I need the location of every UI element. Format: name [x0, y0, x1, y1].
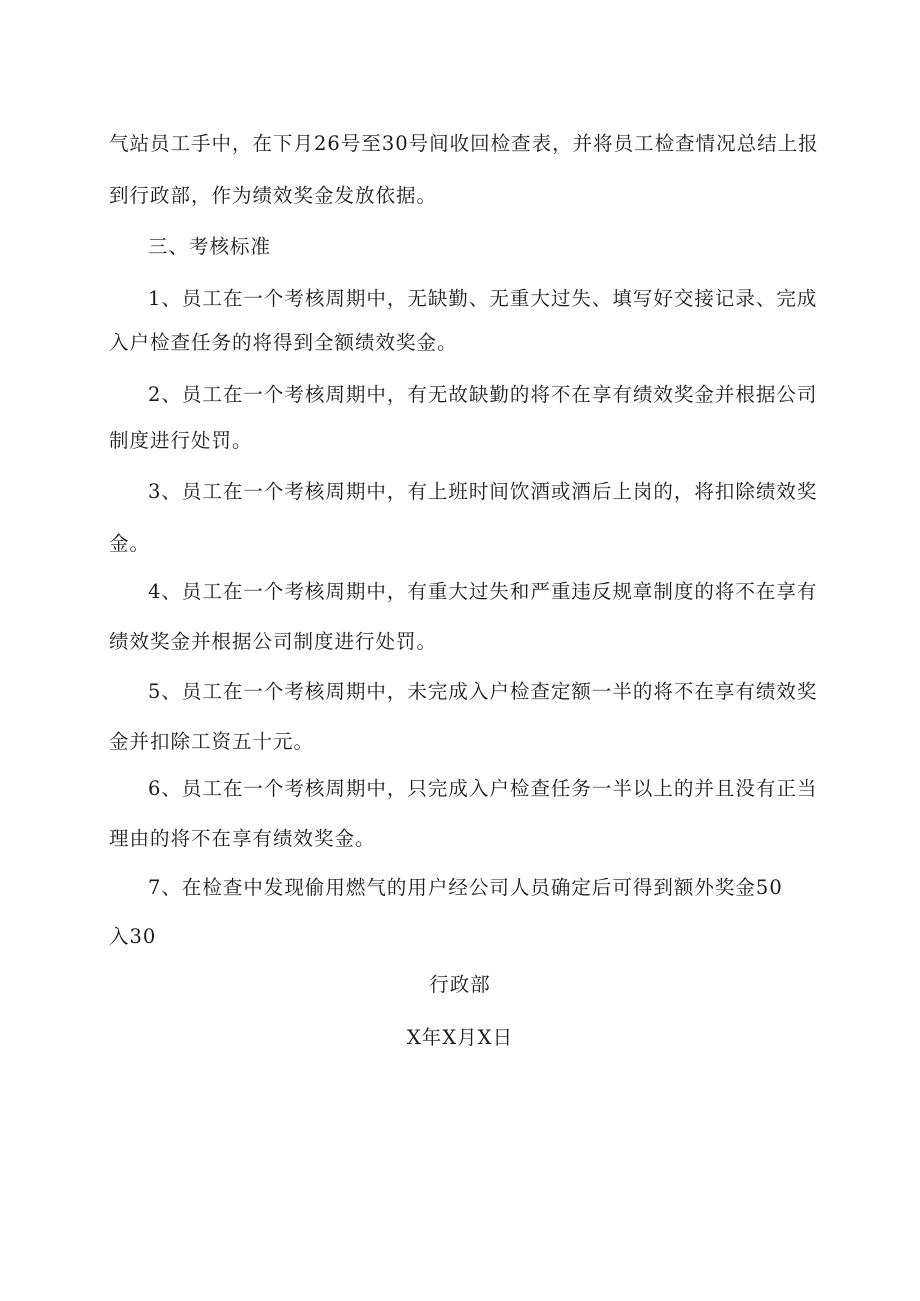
list-item-1-line2: 入户检查任务的将得到全额绩效奖金。	[109, 331, 458, 354]
list-item-5-line2: 金并扣除工资五十元。	[109, 730, 315, 753]
list-item-2-line2: 制度进行处罚。	[109, 429, 253, 452]
list-item-4-line1: 4、员工在一个考核周期中，有重大过失和严重违反规章制度的将不在享有	[148, 580, 818, 603]
list-item-5-line1: 5、员工在一个考核周期中，未完成入户检查定额一半的将不在享有绩效奖	[148, 680, 818, 703]
list-item-6-line1: 6、员工在一个考核周期中，只完成入户检查任务一半以上的并且没有正当	[148, 777, 818, 800]
list-item-7-line2: 入30	[109, 925, 157, 948]
paragraph-line: 气站员工手中，在下月26号至30号间收回检查表，并将员工检查情况总结上报	[109, 132, 819, 155]
list-item-7-line1: 7、在检查中发现偷用燃气的用户经公司人员确定后可得到额外奖金50	[148, 876, 783, 899]
signature-department: 行政部	[429, 973, 491, 996]
list-item-4-line2: 绩效奖金并根据公司制度进行处罚。	[109, 630, 438, 653]
signature-date: X年X月X日	[406, 1026, 514, 1049]
list-item-2-line1: 2、员工在一个考核周期中，有无故缺勤的将不在享有绩效奖金并根据公司	[148, 383, 818, 406]
list-item-3-line1: 3、员工在一个考核周期中，有上班时间饮酒或酒后上岗的，将扣除绩效奖	[148, 480, 818, 503]
section-heading: 三、考核标准	[148, 235, 272, 258]
paragraph-line: 到行政部，作为绩效奖金发放依据。	[109, 184, 438, 207]
list-item-6-line2: 理由的将不在享有绩效奖金。	[109, 827, 376, 850]
list-item-3-line2: 金。	[109, 532, 151, 555]
list-item-1-line1: 1、员工在一个考核周期中，无缺勤、无重大过失、填写好交接记录、完成	[148, 287, 818, 310]
